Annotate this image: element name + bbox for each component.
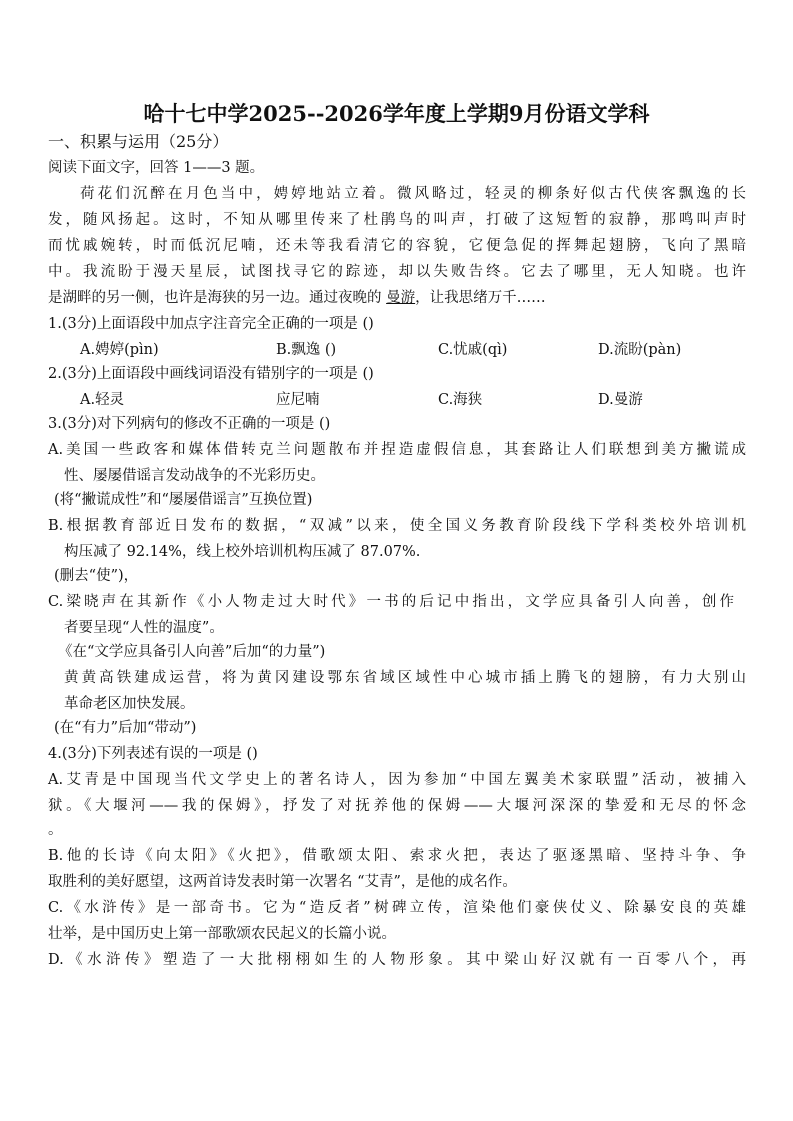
underlined-word: 曼游 xyxy=(386,290,416,306)
option-a-end: 。 xyxy=(48,822,63,838)
page-title: 哈十七中学2025--2026学年度上学期9月份语文学科 xyxy=(143,101,650,126)
option-c: C.《水浒传》是一部奇书。它为“造反者”树碑立传，渲染他们豪侠仗义、除暴安良的英雄 xyxy=(48,900,746,916)
option-b-fix: (删去“使”)， xyxy=(54,568,139,584)
passage-line xyxy=(48,288,546,308)
passage-text: ，让我思绪万千…… xyxy=(415,290,546,306)
option-d: D.《水浒传》塑造了一大批栩栩如生的人物形象。其中梁山好汉就有一百零八个，再 xyxy=(48,952,746,968)
option-b: B.飘逸 () xyxy=(276,342,337,358)
question-stem: 3.(3分)对下列病句的修改不正确的一项是 () xyxy=(48,416,331,432)
question-stem: 4.(3分)下列表述有误的一项是 () xyxy=(48,746,258,762)
option-c-cont: 者要呈现“人性的温度”。 xyxy=(64,620,224,636)
passage-line: 发，随风扬起。这时，不知从哪里传来了杜鹃鸟的叫声，打破了这短暂的寂静，那鸣叫声时 xyxy=(48,212,746,228)
option-c-cont: 壮举，是中国历史上第一部歌颂农民起义的长篇小说。 xyxy=(48,926,396,942)
option-a-cont: 性、屡屡借谣言发动战争的不光彩历史。 xyxy=(64,468,325,484)
option-c-fix: 《在“文学应具备引人向善”后加“的力量”) xyxy=(58,644,326,660)
section-heading: 一、积累与运用（25分） xyxy=(48,132,229,151)
option-d: D.曼游 xyxy=(598,392,643,408)
option-c: C.梁晓声在其新作《小人物走过大时代》一书的后记中指出，文学应具备引人向善，创作 xyxy=(48,594,734,610)
passage-line: 而忧戚婉转，时而低沉尼喃，还未等我看清它的容貌，它便急促的挥舞起翅膀，飞向了黑暗 xyxy=(48,238,746,254)
option-a-fix: (将“撇谎成性”和“屡屡借谣言”互换位置) xyxy=(54,492,313,508)
option-b-cont: 构压减了 92.14%，线上校外培训机构压减了 87.07%. xyxy=(64,544,421,560)
option-a: A.轻灵 xyxy=(80,392,125,408)
option-a-cont: 狱。《大堰河——我的保姆》，抒发了对抚养他的保姆——大堰河深深的挚爱和无尽的怀念 xyxy=(48,798,746,814)
passage-line: 中。我流盼于漫天星辰，试图找寻它的踪迹，却以失败告终。它去了哪里，无人知晓。也许 xyxy=(48,264,746,280)
question-stem: 1.(3分)上面语段中加点字注音完全正确的一项是 () xyxy=(48,316,374,332)
option-c: C.忧戚(qì) xyxy=(438,342,508,358)
option-d-fix: (在“有力”后加“带动”) xyxy=(54,720,197,736)
passage-text: 是湖畔的另一侧，也许是海狭的另一边。通过夜晚的 xyxy=(48,290,387,306)
option-d: 黄黄高铁建成运营，将为黄冈建设鄂东省域区域性中心城市插上腾飞的翅膀，有力大别山 xyxy=(64,670,746,686)
option-b: B.根据教育部近日发布的数据，“双减”以来，使全国义务教育阶段线下学科类校外培训机 xyxy=(48,518,746,534)
passage-line: 荷花们沉醉在月色当中，娉婷地站立着。微风略过，轻灵的柳条好似古代侠客飘逸的长 xyxy=(80,186,746,202)
option-b-cont: 取胜利的美好愿望，这两首诗发表时第一次署名 “艾青”，是他的成名作。 xyxy=(48,874,517,890)
option-a: A.美国一些政客和媒体借转克兰问题散布并捏造虚假信息，其套路让人们联想到美方撇谎成 xyxy=(48,442,746,458)
question-stem: 2.(3分)上面语段中画线词语没有错别字的一项是 () xyxy=(48,366,374,382)
option-b: 应尼喃 xyxy=(276,392,320,408)
option-b: B.他的长诗《向太阳》《火把》，借歌颂太阳、索求火把，表达了驱逐黑暗、坚持斗争、争 xyxy=(48,848,746,864)
option-c: C.海狭 xyxy=(438,392,483,408)
reading-instruction: 阅读下面文字，回答 1——3 题。 xyxy=(48,160,265,176)
option-d-cont: 革命老区加快发展。 xyxy=(64,696,195,712)
option-a: A.艾青是中国现当代文学史上的著名诗人，因为参加“中国左翼美术家联盟”活动，被捕入 xyxy=(48,772,746,788)
option-a: A.娉婷(pìn) xyxy=(80,342,159,358)
option-d: D.流盼(pàn) xyxy=(598,342,682,358)
